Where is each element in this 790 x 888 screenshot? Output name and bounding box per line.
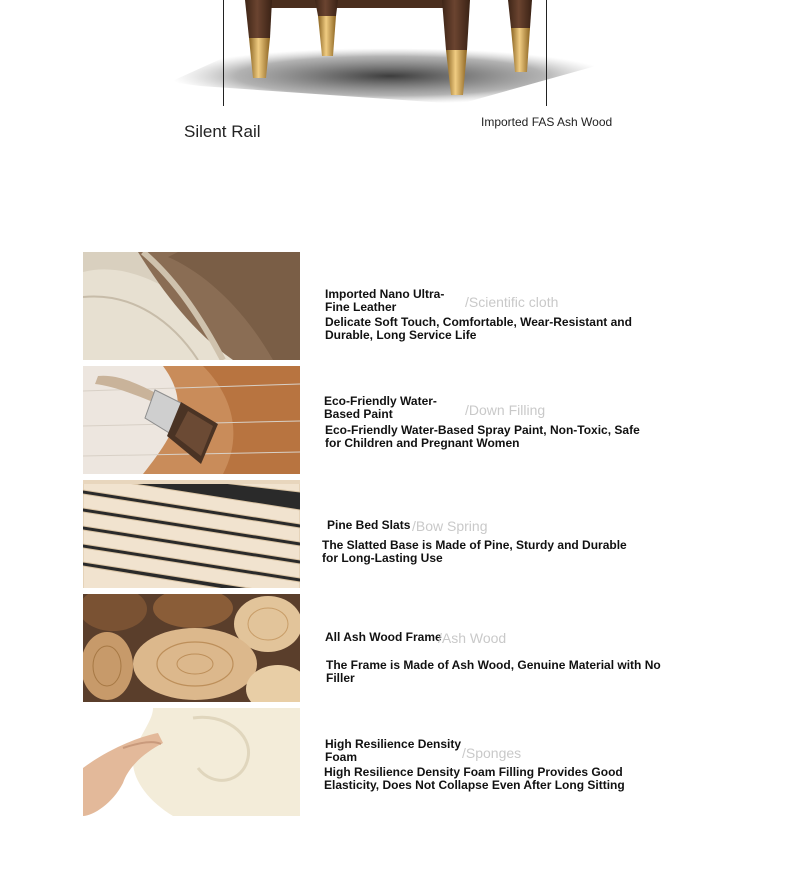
paint-brush-image <box>83 366 300 474</box>
feature-ghost-foam: /Sponges <box>462 745 522 761</box>
leg-left <box>245 0 272 38</box>
feature-desc-ash-frame: The Frame is Made of Ash Wood, Genuine Material with No Filler <box>326 658 661 685</box>
feature-title-paint: Eco-Friendly Water-Based Paint <box>324 394 437 421</box>
silent-rail-pointer <box>223 0 224 106</box>
furniture-hero <box>0 0 790 150</box>
leg-back-left <box>315 0 338 16</box>
ash-wood-label: Imported FAS Ash Wood <box>481 115 613 129</box>
feature-ghost-ash-frame: /Ash Wood <box>438 630 507 646</box>
feature-ghost-leather: /Scientific cloth <box>465 294 559 310</box>
ash-wood-logs-image <box>83 594 300 702</box>
feature-title-ash-frame: All Ash Wood Frame <box>325 630 442 644</box>
foam-sponge-image <box>83 708 300 816</box>
floor-shadow <box>170 48 610 104</box>
silent-rail-label: Silent Rail <box>184 122 261 141</box>
feature-title-foam: High Resilience Density Foam <box>325 737 462 764</box>
feature-ghost-slats: /Bow Spring <box>412 518 488 534</box>
leg-back-right <box>508 0 532 28</box>
feature-desc-foam: High Resilience Density Foam Filling Provides Good Elasticity, Does Not Collapse Even After Long Sitting <box>324 765 625 792</box>
furniture-legs-illustration <box>0 0 790 150</box>
feature-title-leather: Imported Nano Ultra-Fine Leather <box>325 287 445 314</box>
feature-ghost-paint: /Down Filling <box>465 402 546 418</box>
feature-desc-paint: Eco-Friendly Water-Based Spray Paint, Non-Toxic, Safe for Children and Pregnant Women <box>325 423 640 450</box>
feature-title-slats: Pine Bed Slats <box>327 518 411 532</box>
leather-swatch-image <box>83 252 300 360</box>
feature-desc-leather: Delicate Soft Touch, Comfortable, Wear-Resistant and Durable, Long Service Life <box>325 315 632 342</box>
feature-desc-slats: The Slatted Base is Made of Pine, Sturdy and Durable for Long-Lasting Use <box>322 538 627 565</box>
leg-right <box>442 0 470 50</box>
front-rail <box>270 0 450 8</box>
pine-slats-image <box>83 480 300 588</box>
ash-wood-pointer <box>546 0 547 106</box>
